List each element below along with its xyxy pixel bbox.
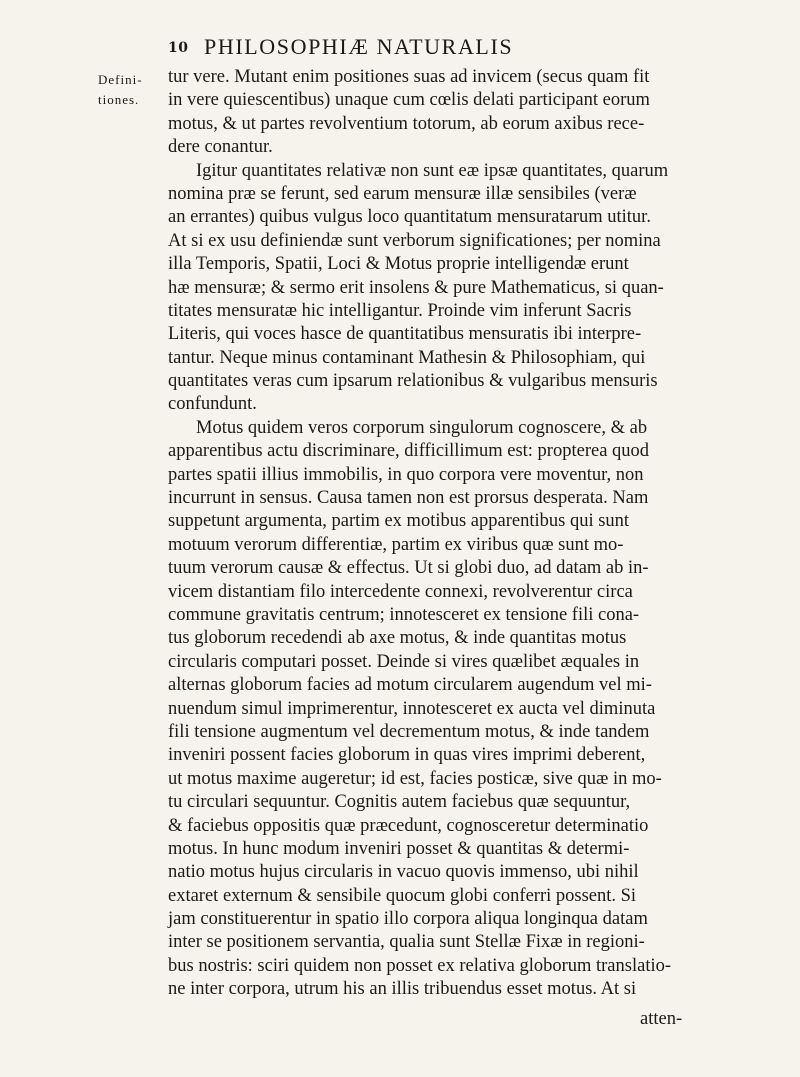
text-line: partes spatii illius immobilis, in quo corpora vere moventur, non (168, 464, 644, 485)
text-line: an errantes) quibus vulgus loco quantitatum mensuratarum utitur. (168, 207, 651, 228)
text-line: bus nostris: sciri quidem non posset ex relativa globorum translatio- (168, 955, 672, 976)
text-line: natio motus hujus circularis in vacuo quovis immenso, ubi nihil (168, 862, 639, 883)
body-text (168, 66, 708, 1002)
marginal-note-line: tiones. (98, 92, 140, 107)
text-line: dere conantur. (168, 137, 273, 158)
text-line: Igitur quantitates relativæ non sunt eæ ipsæ quantitates, quarum (196, 160, 669, 181)
text-line: inveniri possent facies globorum in quas vires imprimi deberent, (168, 745, 646, 766)
text-line: inter se positionem servantia, qualia sunt Stellæ Fixæ in regioni- (168, 932, 645, 953)
text-line: extaret externum & sensibile quocum globi conferri possent. Si (168, 885, 637, 906)
text-line: Motus quidem veros corporum singulorum cognoscere, & ab (196, 417, 648, 438)
marginal-note (98, 70, 143, 110)
text-line: tur vere. Mutant enim positiones suas ad invicem (secus quam fit (168, 67, 650, 87)
text-line: hæ mensuræ; & sermo erit insolens & pure Mathematicus, si quan- (168, 277, 664, 298)
text-line: alternas globorum facies ad motum circularem augendum vel mi- (168, 675, 652, 696)
text-line: tantur. Neque minus contaminant Mathesin & Philosophiam, qui (168, 347, 646, 368)
text-line: quantitates veras cum ipsarum relationibus & vulgaribus mensuris (168, 371, 658, 392)
text-line: commune gravitatis centrum; innotesceret ex tensione fili cona- (168, 604, 640, 625)
text-line: apparentibus actu discriminare, difficillimum est: propterea quod (168, 441, 650, 462)
text-line: & faciebus oppositis quæ præcedunt, cognosceretur determinatio (168, 815, 649, 836)
text-line: in vere quiescentibus) unaque cum cœlis delati participant eorum (168, 90, 650, 111)
text-line: motus. In hunc modum inveniri posset & quantitas & determi- (168, 838, 630, 859)
text-line: suppetunt argumenta, partim ex motibus apparentibus qui sunt (168, 511, 630, 532)
text-line: circularis computari posset. Deinde si vires quælibet æquales in (168, 651, 640, 672)
text-line: ut motus maxime augeretur; id est, facies posticæ, sive quæ in mo- (168, 768, 662, 789)
text-line: tu circulari sequuntur. Cognitis autem faciebus quæ sequuntur, (168, 792, 631, 813)
text-line: jam constituerentur in spatio illo corpora aliqua longinqua datam (168, 909, 648, 930)
text-line: ne inter corpora, utrum his an illis tribuendus esset motus. At si (168, 979, 637, 1000)
page-header (168, 34, 688, 64)
text-line: nomina præ se ferunt, sed earum mensuræ illæ sensibiles (veræ (168, 183, 637, 204)
catchword: atten- (640, 1009, 683, 1029)
text-line: illa Temporis, Spatii, Loci & Motus proprie intelligendæ erunt (168, 254, 629, 275)
running-head: PHILOSOPHIÆ NATURALIS (204, 34, 514, 59)
text-line: incurrunt in sensus. Causa tamen non est prorsus desperata. Nam (168, 488, 649, 509)
text-line: nuendum simul imprimerentur, innotesceret ex aucta vel diminuta (168, 698, 656, 719)
text-line: fili tensione augmentum vel decrementum motus, & inde tandem (168, 721, 650, 742)
text-line: tuum verorum causæ & effectus. Ut si globi duo, ad datam ab in- (168, 558, 649, 579)
marginal-note-line: Defini- (98, 72, 143, 87)
text-line: Literis, qui voces hasce de quantitatibus mensuratis ibi interpre- (168, 324, 642, 345)
text-line: vicem distantiam filo intercedente connexi, revolverentur circa (168, 581, 633, 602)
text-line: At si ex usu definiendæ sunt verborum significationes; per nomina (168, 230, 661, 251)
text-line: confundunt. (168, 394, 257, 415)
text-line: motuum verorum differentiæ, partim ex viribus quæ sunt mo- (168, 534, 624, 555)
text-line: tus globorum recedendi ab axe motus, & inde quantitas motus (168, 628, 627, 649)
text-line: motus, & ut partes revolventium totorum, ab eorum axibus rece- (168, 113, 645, 134)
text-line: titates mensuratæ hic intelligantur. Proinde vim inferunt Sacris (168, 300, 632, 321)
page-number: 10 (168, 40, 189, 56)
